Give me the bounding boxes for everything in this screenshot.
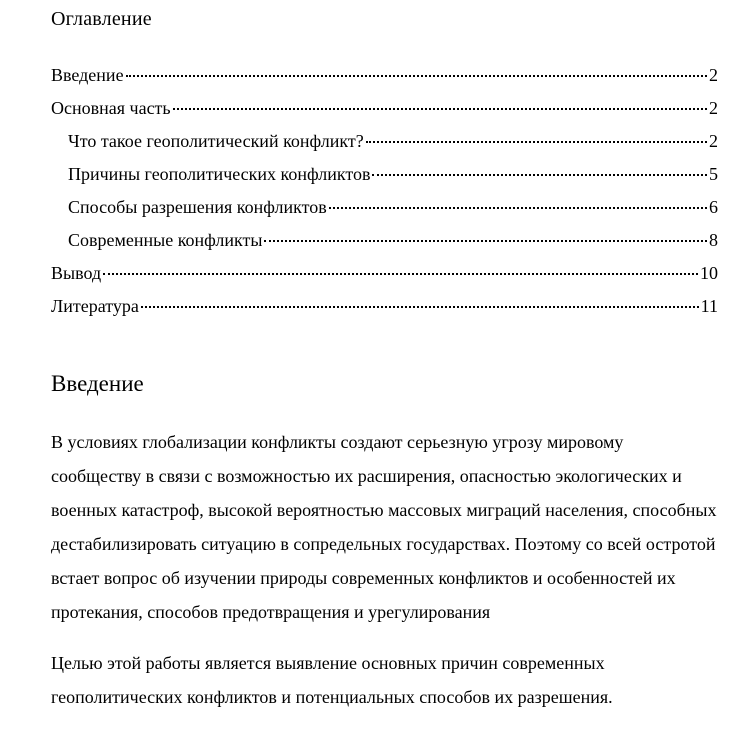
toc-item-osnovnaya-chast[interactable] <box>51 92 718 125</box>
toc-page-number: 2 <box>709 65 718 85</box>
toc-item-prichiny-konfliktov[interactable] <box>51 158 718 191</box>
toc-item-label: Причины геополитических конфликтов <box>68 164 371 184</box>
body-paragraph: В условиях глобализации конфликты создают серьезную угрозу мировому сообществу в связи с возможностью их расширения, опасностью экологических и военных катастроф, высокой вероятностью массовых миграций населения, способных дестабилизировать ситуацию в сопредельных государствах. Поэтому со всей остротой встает вопрос об изучении природы современных конфликтов и особенностей их протекания, способов предотвращения и урегулирования <box>51 432 717 622</box>
toc-item-label: Способы разрешения конфликтов <box>68 197 327 217</box>
toc-item-vyvod[interactable] <box>51 257 718 290</box>
toc-page-number: 8 <box>709 230 718 250</box>
toc-item-label: Основная часть <box>51 98 171 118</box>
toc-item-label: Что такое геополитический конфликт? <box>68 131 364 151</box>
toc-item-chto-takoe-konflikt[interactable] <box>51 125 718 158</box>
toc-page-number: 6 <box>709 197 718 217</box>
section-heading-vvedenie: Введение <box>51 371 144 396</box>
toc-page-number: 5 <box>709 164 718 184</box>
toc-page-number: 10 <box>700 263 718 283</box>
toc-leader-dots <box>264 240 707 242</box>
body-paragraph: Целью этой работы является выявление основных причин современных геополитических конфликтов и потенциальных способов их разрешения. <box>51 653 613 707</box>
toc-leader-dots <box>173 108 707 110</box>
toc-item-sposoby-razresheniya[interactable] <box>51 191 718 224</box>
toc-item-label: Литература <box>51 296 139 316</box>
toc-leader-dots <box>103 273 698 275</box>
toc-heading: Оглавление <box>51 8 152 30</box>
toc-item-label: Введение <box>51 65 124 85</box>
toc-leader-dots <box>141 306 699 308</box>
toc-leader-dots <box>329 207 707 209</box>
toc-page-number: 2 <box>709 131 718 151</box>
table-of-contents <box>51 59 718 323</box>
toc-page-number: 2 <box>709 98 718 118</box>
toc-leader-dots <box>372 174 707 176</box>
toc-item-vvedenie[interactable] <box>51 59 718 92</box>
toc-leader-dots <box>126 75 707 77</box>
toc-item-label: Современные конфликты <box>68 230 263 250</box>
toc-item-literatura[interactable] <box>51 290 718 323</box>
toc-item-sovremennye-konflikty[interactable] <box>51 224 718 257</box>
toc-item-label: Вывод <box>51 263 102 283</box>
toc-page-number: 11 <box>700 296 718 316</box>
toc-leader-dots <box>366 141 707 143</box>
